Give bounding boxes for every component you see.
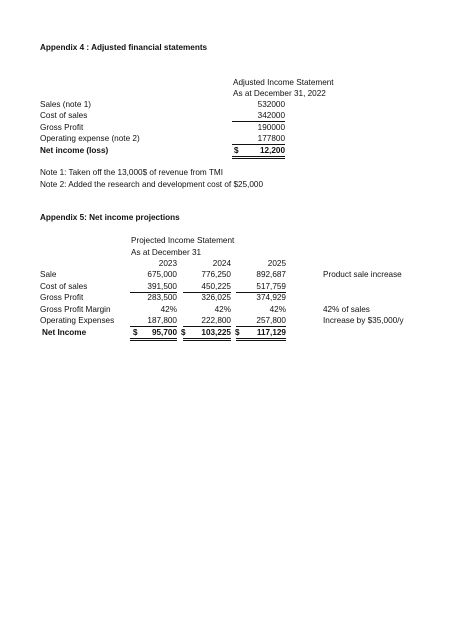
projected-statement-title: Projected Income Statement [131,236,235,245]
note-2: Note 2: Added the research and development cost of $25,000 [40,180,264,189]
a5-cell: 187,800 [130,316,177,327]
a5-cell: 892,687 [256,270,286,279]
a5-net-income-label: Net Income [42,328,87,337]
a5-row-note: Product sale increase [323,270,402,279]
note-1: Note 1: Taken off the 13,000$ of revenue from TMI [40,168,223,177]
a5-net-income-cell: 117,129 [236,328,286,341]
a5-row-label: Sale [40,270,57,279]
a5-cell: 42% [269,305,286,314]
appendix5-title: Appendix 5: Net income projections [40,213,180,222]
year-header: 2023 [158,259,177,268]
a4-row-label: Cost of sales [40,111,88,120]
a5-cell: 450,225 [183,282,231,293]
a5-cell: 675,000 [147,270,177,279]
a5-cell: 517,759 [236,282,286,293]
a5-row-label: Gross Profit Margin [40,305,111,314]
a5-cell: 391,500 [130,282,177,293]
a5-row-label: Cost of sales [40,282,88,291]
a4-row-value: 177800 [232,134,285,145]
a5-cell: 374,929 [256,293,286,302]
a5-row-label: Operating Expenses [40,316,115,325]
a4-net-income-label: Net income (loss) [40,146,109,155]
a4-row-label: Operating expense (note 2) [40,134,140,143]
a4-net-income-currency: $ [234,146,239,155]
appendix4-title: Appendix 4 : Adjusted financial statements [40,43,208,52]
year-header: 2025 [267,259,286,268]
a5-net-income-cell: 103,225 [183,328,231,341]
a5-row-label: Gross Profit [40,293,84,302]
a4-row-label: Gross Profit [40,123,84,132]
a5-row-note: Increase by $35,000/y [323,316,404,325]
a5-row-note: 42% of sales [323,305,370,314]
a5-cell: 776,250 [201,270,231,279]
a4-row-value: 342000 [232,111,285,122]
year-header: 2024 [212,259,231,268]
a5-net-income-currency: $ [235,328,240,337]
a5-cell: 42% [160,305,177,314]
a5-net-income-cell: 95,700 [130,328,177,341]
adjusted-statement-title: Adjusted Income Statement [233,78,334,87]
a5-cell: 222,800 [183,316,231,327]
a5-net-income-currency: $ [133,328,138,337]
projected-statement-date: As at December 31 [131,248,202,257]
a5-cell: 326,025 [201,293,231,302]
adjusted-statement-date: As at December 31, 2022 [233,89,326,98]
a4-row-value: 190000 [257,123,285,132]
a5-cell: 42% [214,305,231,314]
a4-net-income-value: 12,200 [232,146,285,159]
a5-cell: 283,500 [147,293,177,302]
a5-net-income-currency: $ [181,328,186,337]
a4-row-label: Sales (note 1) [40,100,91,109]
a4-row-value: 532000 [257,100,285,109]
a5-cell: 257,800 [236,316,286,327]
